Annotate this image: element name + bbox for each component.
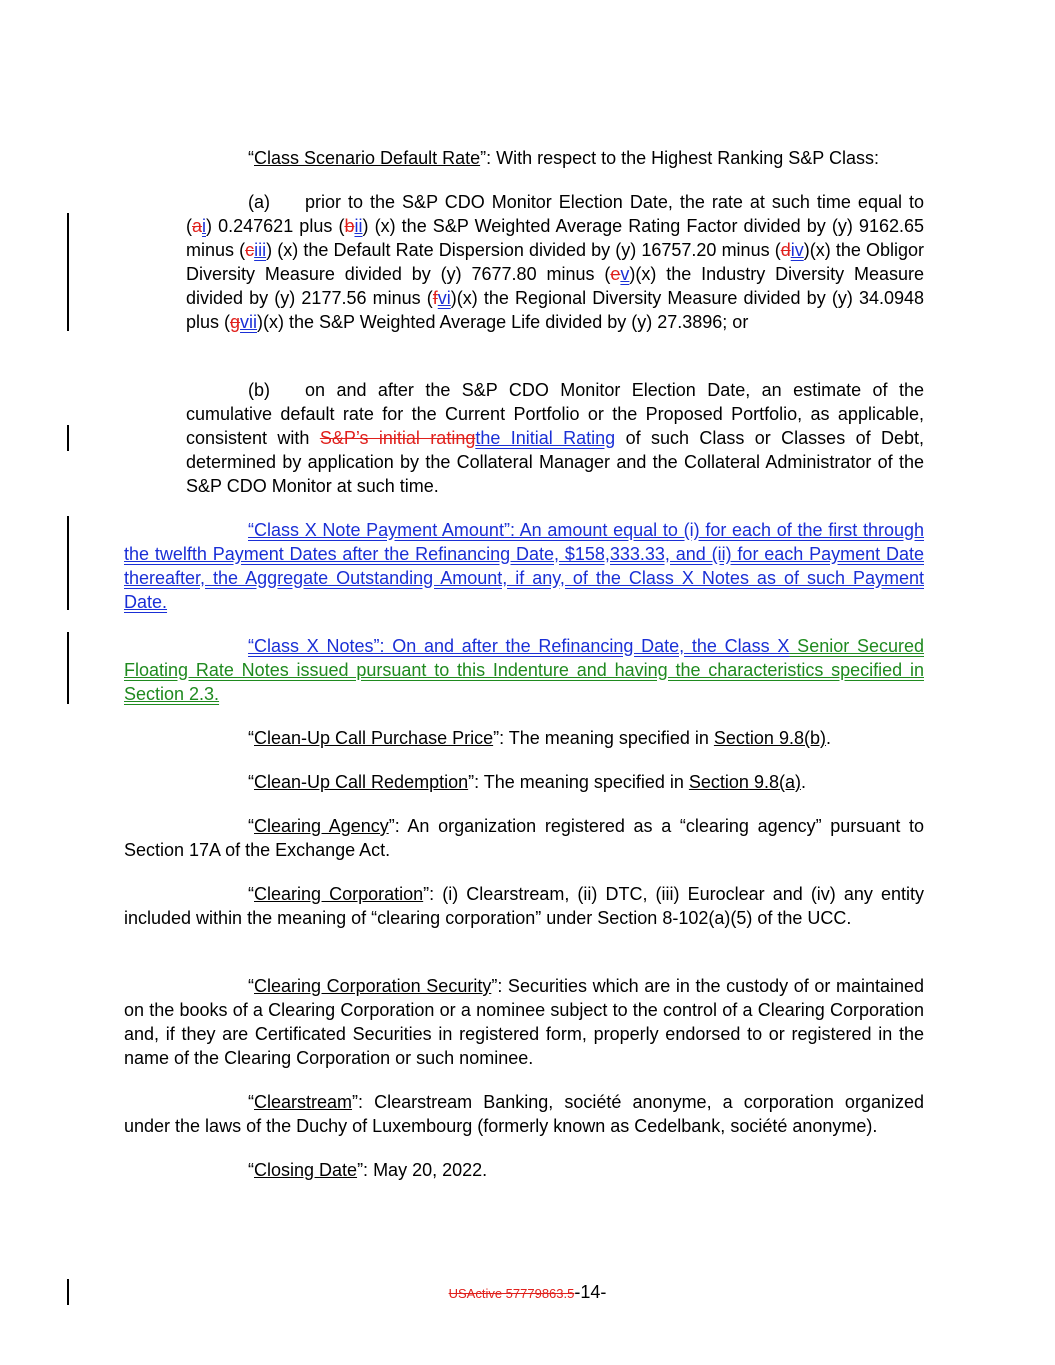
- definition-text: With respect to the Highest Ranking S&P Class:: [491, 148, 879, 168]
- quote-open: “: [248, 816, 254, 836]
- deleted-text: e: [610, 264, 621, 284]
- inserted-text: vii: [240, 312, 258, 332]
- clause-label: (a): [248, 192, 270, 212]
- clause-text: )(x) the Industry Diversity Measure divided by (y) 2177.56 minus (: [186, 264, 925, 308]
- definition-clearing-corporation: [124, 882, 924, 930]
- quote-open: “: [248, 148, 254, 168]
- clause-b: [186, 378, 924, 498]
- clause-text: )(x) the Regional Diversity Measure divided by (y) 34.0948 plus (: [186, 288, 925, 332]
- definition-text: Clearstream Banking, société anonyme, a corporation organized under the laws of the Duchy of Luxembourg (formerly known as Cedelbank, société anonyme).: [124, 1092, 924, 1136]
- definition-text: An organization registered as a “clearing agency” pursuant to Section 17A of the Exchange Act.: [124, 816, 924, 860]
- clause-a: [186, 190, 924, 334]
- defined-term: Clearing Agency: [254, 816, 389, 836]
- defined-term: Clean-Up Call Redemption: [254, 772, 469, 792]
- clause-text: of such Class or Classes of Debt, determined by application by the Collateral Manager and the Collateral Administrator of the S&P CDO Monitor at such time.: [186, 428, 925, 496]
- definition-text: .: [800, 772, 806, 792]
- definition-closing-date: [124, 1158, 924, 1182]
- document-id: USActive 57779863.5: [448, 1286, 575, 1301]
- definition-class-scenario-default-rate: [124, 146, 924, 170]
- defined-term: Class Scenario Default Rate: [254, 148, 481, 168]
- definition-class-x-note-payment-amount: [124, 518, 924, 614]
- deleted-text: f: [432, 288, 438, 308]
- deleted-text: S&P’s initial rating: [319, 428, 476, 448]
- deleted-text: c: [245, 240, 255, 260]
- defined-term: Clearing Corporation Security: [254, 976, 492, 996]
- change-bar: [67, 516, 69, 610]
- definition-clean-up-call-redemption: [124, 770, 924, 794]
- quote-open: “: [248, 1160, 254, 1180]
- inserted-text: “Class X Note Payment Amount”: An amount equal to (i) for each of the first through the twelfth Payment Dates after the Refinancing Date, $158,333.33, and (ii) for each Payment Date thereafter, the Aggregate Outstanding Amount, if any, of the Class X Notes as of such Payment Date.: [124, 520, 924, 612]
- clause-text: on and after the S&P CDO Monitor Election Date, an estimate of the cumulative default rate for the Current Portfolio or the Proposed Portfolio, as applicable, consistent with: [186, 380, 924, 448]
- inserted-text: vi: [437, 288, 451, 308]
- definition-text: .: [825, 728, 831, 748]
- definition-clean-up-call-purchase-price: [124, 726, 924, 750]
- clause-text: ) 0.247621 plus (: [206, 216, 345, 236]
- definition-text: (i) Clearstream, (ii) DTC, (iii) Euroclear and (iv) any entity included within the meaning of “clearing corporation” under Section 8-102(a)(5) of the UCC.: [124, 884, 924, 928]
- defined-term: Clean-Up Call Purchase Price: [254, 728, 494, 748]
- clause-text: ) (x) the S&P Weighted Average Rating Factor divided by (y) 9162.65 minus (: [186, 216, 924, 260]
- quote-open: “: [248, 976, 254, 996]
- definition-class-x-notes: [124, 634, 924, 706]
- inserted-text: iii: [254, 240, 267, 260]
- clause-text: ) (x) the Default Rate Dispersion divided by (y) 16757.20 minus (: [266, 240, 781, 260]
- change-bar: [67, 213, 69, 331]
- change-bar: [67, 425, 69, 451]
- definition-clearing-agency: [124, 814, 924, 862]
- definition-text: Securities which are in the custody of or maintained on the books of a Clearing Corporation or a nominee subject to the control of a Clearing Corporation and, if they are Certificated Securities in registered form, properly endorsed to or registered in the name of the Clearing Corporation or such nominee.: [124, 976, 925, 1068]
- section-reference: Section 9.8(a): [688, 772, 801, 792]
- definition-clearstream: [124, 1090, 924, 1138]
- clause-text: )(x) the Obligor Diversity Measure divided by (y) 7677.80 minus (: [186, 240, 924, 284]
- definition-clearing-corporation-security: [124, 974, 924, 1070]
- moved-text: Senior Secured Floating Rate Notes issued pursuant to this Indenture and having the characteristics specified in Section 2.3.: [124, 636, 925, 704]
- quote-close: ”:: [357, 1160, 369, 1180]
- quote-close: ”:: [491, 976, 503, 996]
- deleted-text: a: [192, 216, 203, 236]
- quote-open: “: [248, 1092, 254, 1112]
- deleted-text: b: [344, 216, 355, 236]
- quote-close: ”:: [423, 884, 435, 904]
- quote-open: “: [248, 728, 254, 748]
- inserted-text: ii: [354, 216, 363, 236]
- quote-open: “: [248, 884, 254, 904]
- deleted-text: d: [780, 240, 791, 260]
- quote-close: ”:: [388, 816, 400, 836]
- quote-close: ”:: [468, 772, 480, 792]
- quote-close: ”:: [480, 148, 492, 168]
- page-number: -14-: [574, 1282, 607, 1302]
- defined-term: Clearing Corporation: [254, 884, 424, 904]
- page-footer: [0, 1280, 1055, 1306]
- defined-term: Clearstream: [254, 1092, 353, 1112]
- deleted-text: g: [230, 312, 241, 332]
- inserted-text: iv: [790, 240, 804, 260]
- change-bar: [67, 632, 69, 704]
- definition-text: May 20, 2022.: [368, 1160, 488, 1180]
- section-reference: Section 9.8(b): [713, 728, 826, 748]
- inserted-text: v: [620, 264, 630, 284]
- definition-text: The meaning specified in: [504, 728, 714, 748]
- clause-text: prior to the S&P CDO Monitor Election Date, the rate at such time equal to (: [186, 192, 924, 236]
- clause-text: )(x) the S&P Weighted Average Life divided by (y) 27.3896; or: [257, 312, 749, 332]
- quote-open: “: [248, 772, 254, 792]
- inserted-text: the Initial Rating: [475, 428, 616, 448]
- inserted-text: “Class X Notes”: On and after the Refinancing Date, the Class X: [248, 636, 790, 656]
- quote-close: ”:: [352, 1092, 364, 1112]
- definition-text: The meaning specified in: [479, 772, 689, 792]
- quote-close: ”:: [493, 728, 505, 748]
- inserted-text: i: [202, 216, 207, 236]
- defined-term: Closing Date: [254, 1160, 358, 1180]
- clause-label: (b): [248, 380, 270, 400]
